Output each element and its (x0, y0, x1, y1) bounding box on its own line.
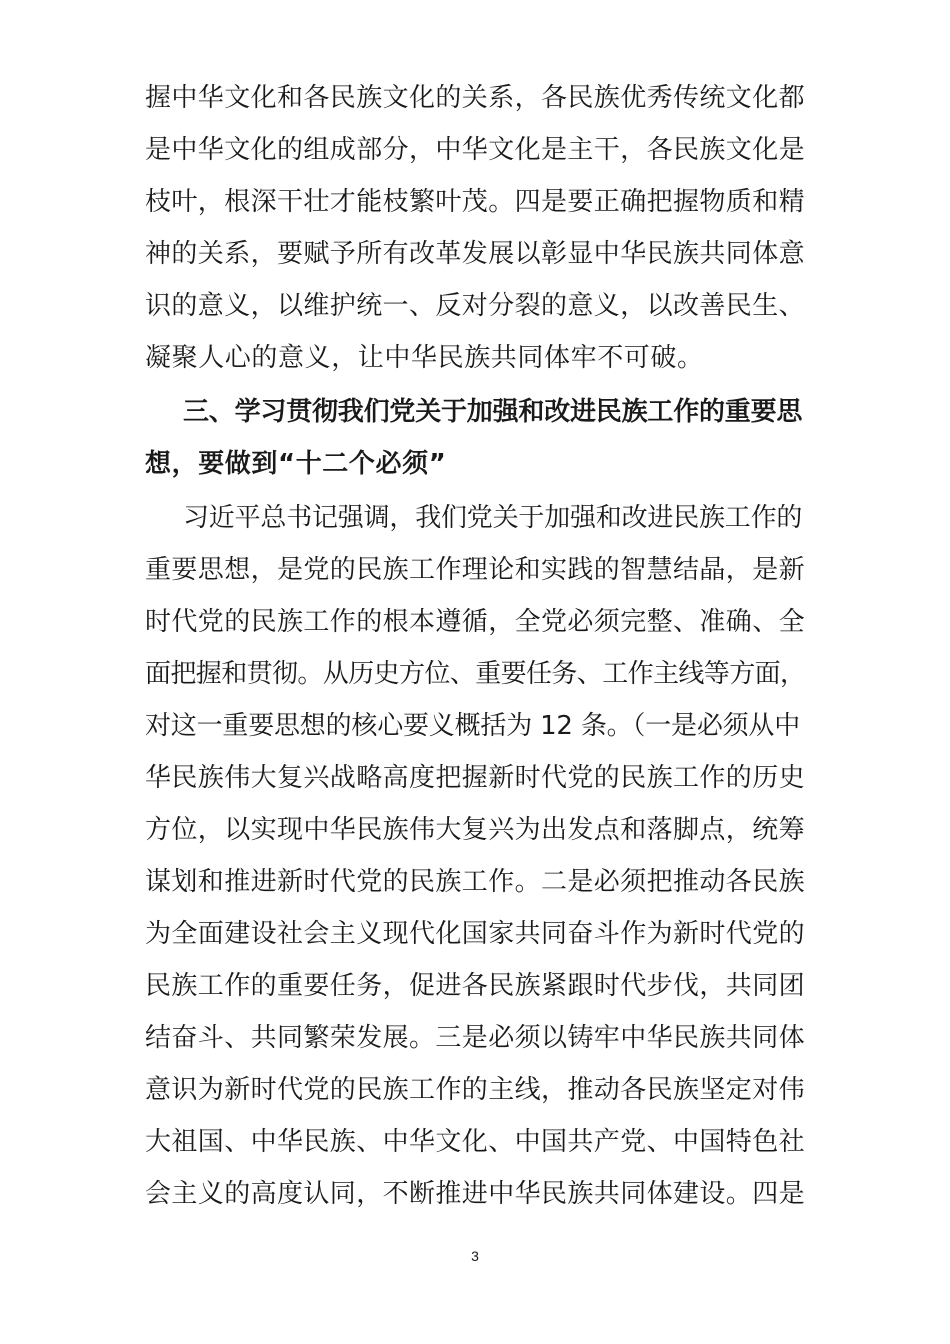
paragraph-2-line: 结奋斗、共同繁荣发展。三是必须以铸牢中华民族共同体 (145, 1023, 806, 1053)
paragraph-2-line: 习近平总书记强调，我们党关于加强和改进民族工作的 (183, 503, 803, 533)
paragraph-2-line: 为全面建设社会主义现代化国家共同奋斗作为新时代党的 (145, 919, 806, 949)
paragraph-1-line: 识的意义，以维护统一、反对分裂的意义，以改善民生、 (145, 291, 806, 321)
paragraph-2-line: 重要思想，是党的民族工作理论和实践的智慧结晶，是新 (145, 555, 806, 585)
paragraph-2-line: 面把握和贯彻。从历史方位、重要任务、工作主线等方面， (145, 659, 806, 689)
paragraph-1-line: 是中华文化的组成部分，中华文化是主干，各民族文化是 (145, 135, 806, 165)
paragraph-2-line: 方位，以实现中华民族伟大复兴为出发点和落脚点，统筹 (145, 815, 806, 845)
paragraph-2-line: 对这一重要思想的核心要义概括为 12 条。（一是必须从中 (145, 711, 801, 741)
paragraph-2-line: 民族工作的重要任务，促进各民族紧跟时代步伐，共同团 (145, 971, 806, 1001)
page-number: 3 (471, 1248, 479, 1264)
paragraph-1-line: 枝叶，根深干壮才能枝繁叶茂。四是要正确把握物质和精 (145, 187, 806, 217)
paragraph-2-line: 会主义的高度认同，不断推进中华民族共同体建设。四是 (145, 1179, 806, 1209)
paragraph-2-line: 意识为新时代党的民族工作的主线，推动各民族坚定对伟 (145, 1075, 806, 1105)
paragraph-1-line: 凝聚人心的意义，让中华民族共同体牢不可破。 (145, 343, 704, 373)
paragraph-1-line: 握中华文化和各民族文化的关系，各民族优秀传统文化都 (145, 83, 806, 113)
paragraph-2-line: 时代党的民族工作的根本遵循，全党必须完整、准确、全 (145, 607, 806, 637)
paragraph-2-line: 大祖国、中华民族、中华文化、中国共产党、中国特色社 (145, 1127, 806, 1157)
section-heading-line: 三、学习贯彻我们党关于加强和改进民族工作的重要思 (183, 397, 803, 427)
paragraph-2-line: 华民族伟大复兴战略高度把握新时代党的民族工作的历史 (145, 763, 806, 793)
section-heading-line: 想，要做到“十二个必须” (145, 449, 447, 479)
paragraph-2-line: 谋划和推进新时代党的民族工作。二是必须把推动各民族 (145, 867, 806, 897)
paragraph-1-line: 神的关系，要赋予所有改革发展以彰显中华民族共同体意 (145, 239, 806, 269)
